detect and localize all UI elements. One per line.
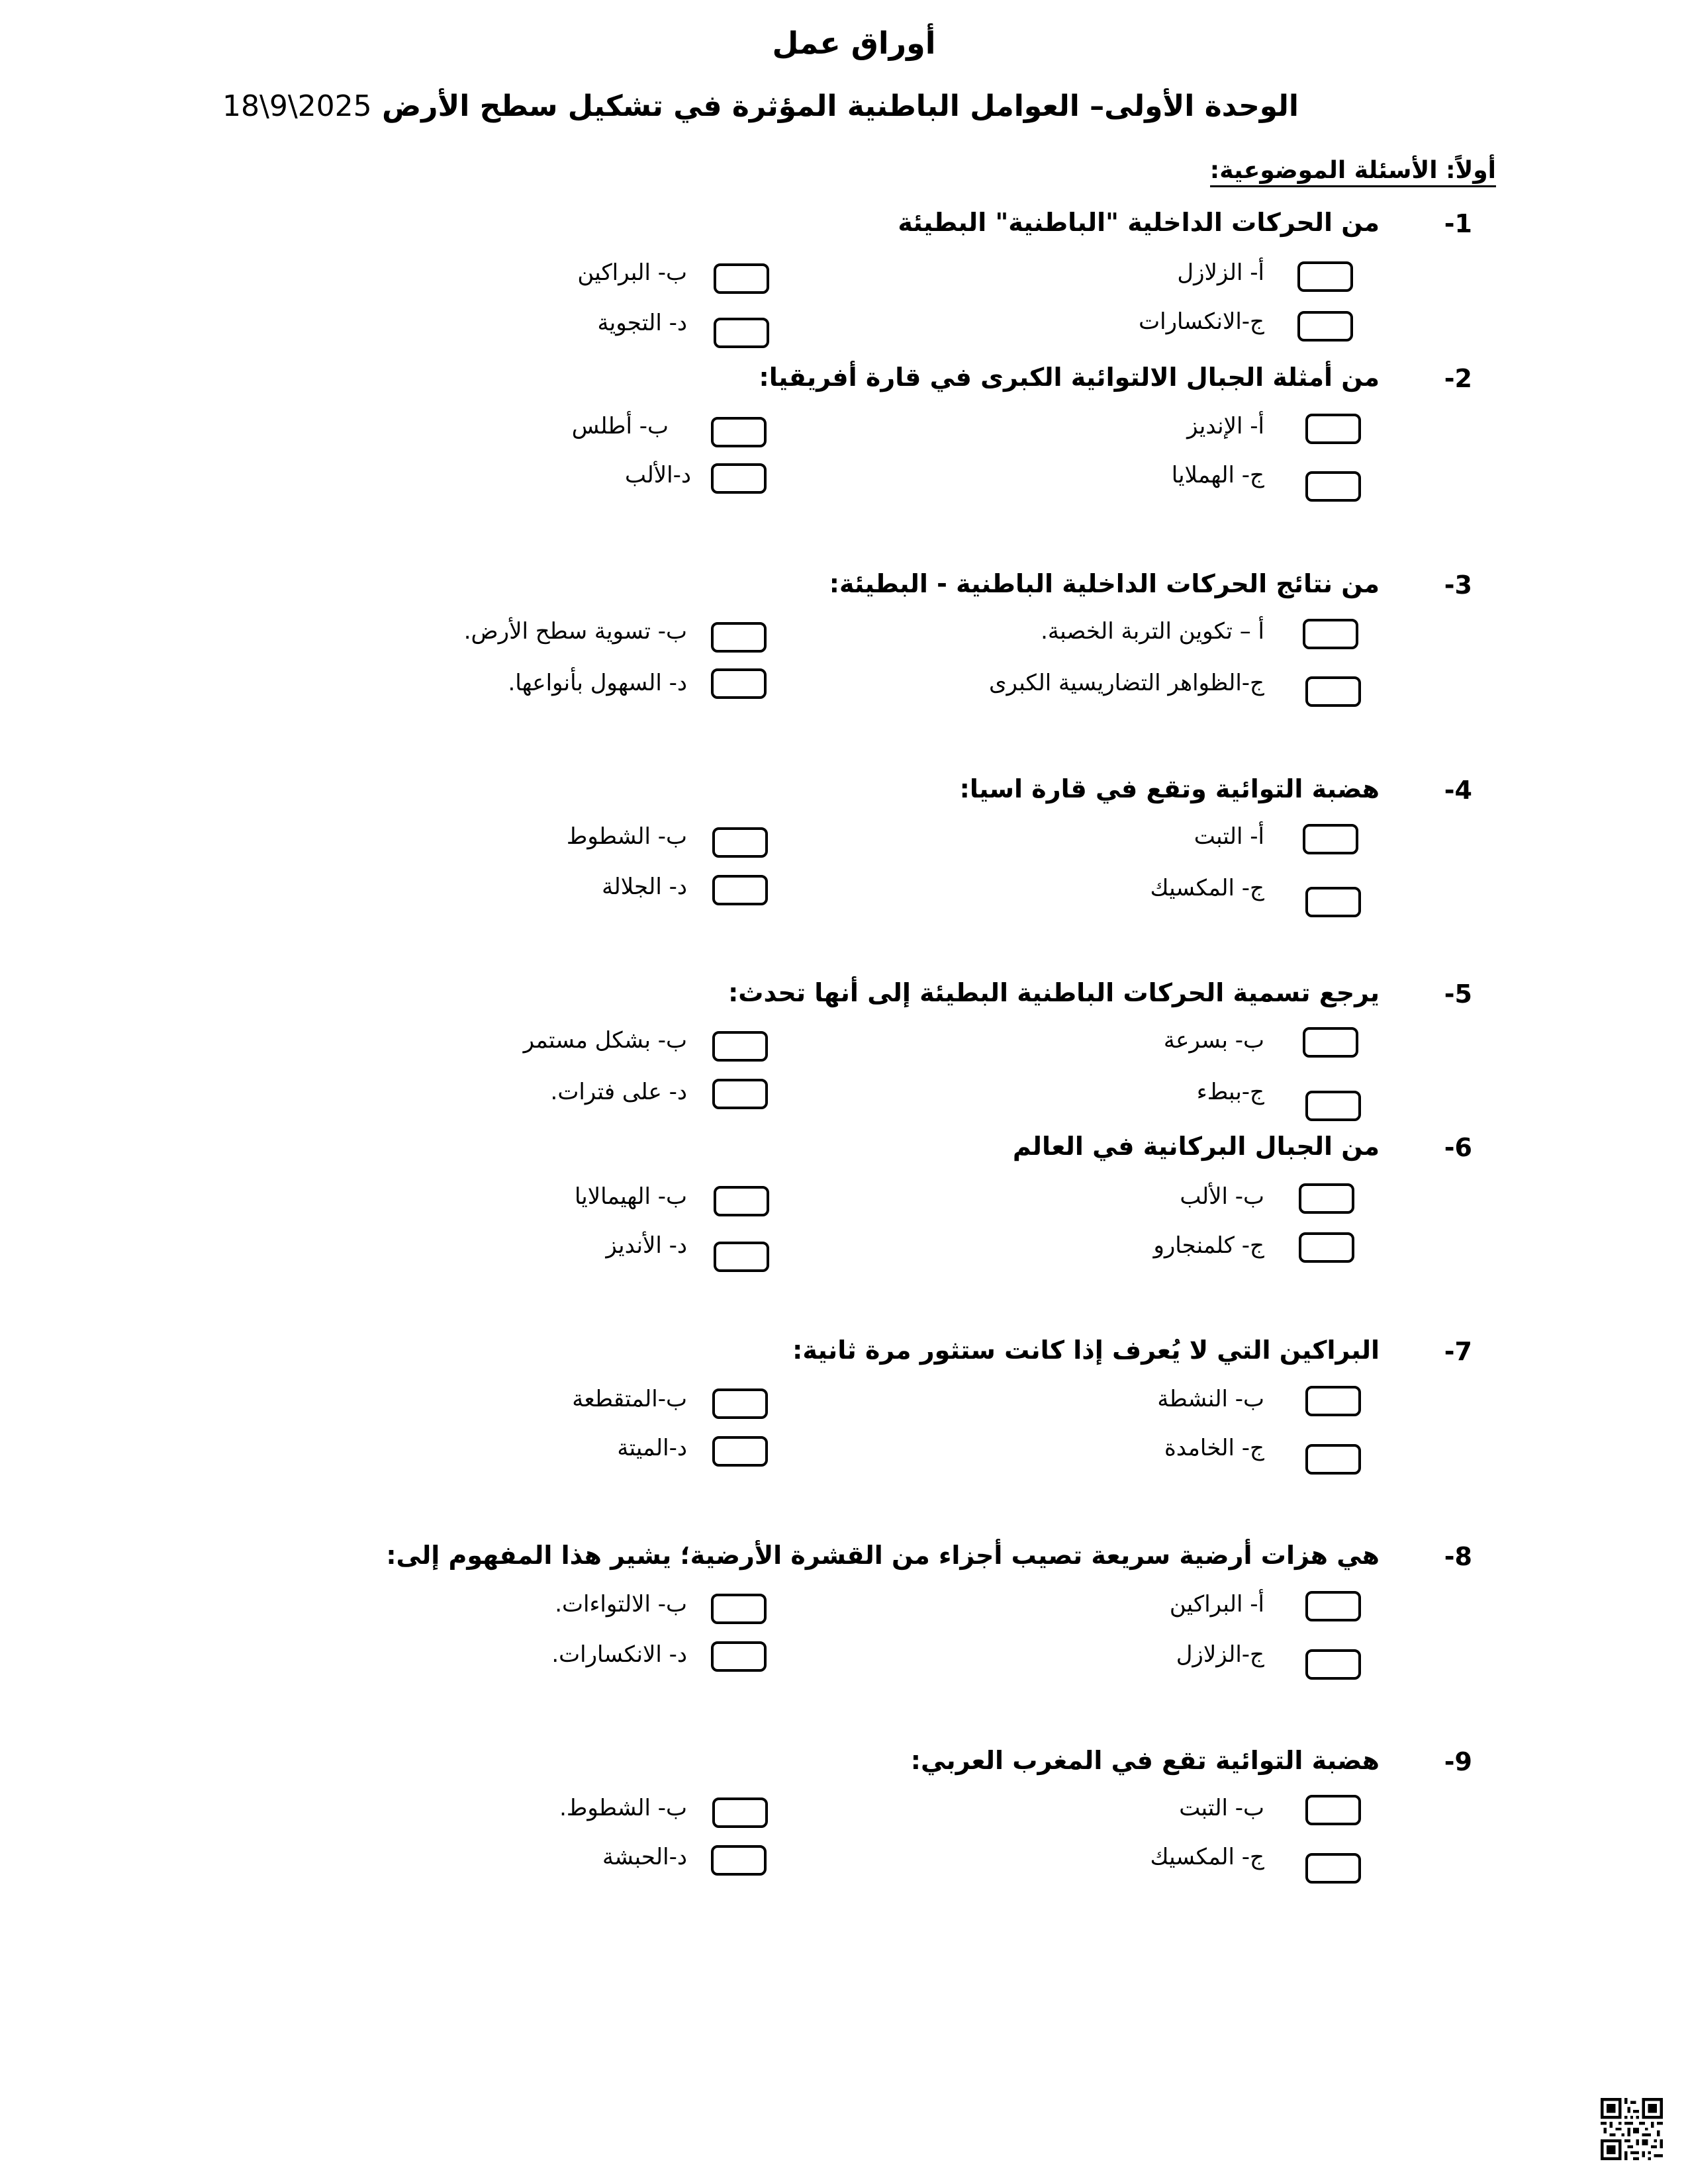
question-text: هضبة التوائية وتقع في قارة اسيا: — [959, 774, 1380, 803]
answer-checkbox[interactable] — [1305, 1444, 1361, 1475]
question-number: -3 — [1444, 570, 1472, 600]
worksheet-date: 2025\9\18 — [222, 89, 372, 123]
answer-checkbox[interactable] — [714, 263, 769, 294]
option-label: د- التجوية — [597, 310, 687, 336]
answer-checkbox[interactable] — [712, 1436, 768, 1467]
option-label: د- الانكسارات. — [551, 1641, 687, 1668]
answer-checkbox[interactable] — [1303, 619, 1358, 649]
option-label: أ – تكوين التربة الخصبة. — [1041, 618, 1264, 645]
option-label: أ- الزلازل — [1177, 259, 1264, 286]
option-label: ب- الألب — [1180, 1183, 1264, 1210]
question-text: من أمثلة الجبال الالتوائية الكبرى في قارة أفريقيا: — [759, 363, 1380, 392]
option-label: ب- النشطة — [1157, 1386, 1264, 1412]
answer-checkbox[interactable] — [1303, 1027, 1358, 1058]
option-label: ب- بسرعة — [1163, 1027, 1264, 1054]
option-label: د-الحبشة — [602, 1844, 687, 1870]
qr-code-icon — [1601, 2098, 1663, 2160]
answer-checkbox[interactable] — [714, 1186, 769, 1216]
answer-checkbox[interactable] — [1297, 311, 1353, 341]
option-label: ج-الانكسارات — [1139, 308, 1264, 335]
option-label: ب- بشكل مستمر — [523, 1027, 687, 1054]
option-label: ب- التبت — [1179, 1795, 1264, 1821]
answer-checkbox[interactable] — [1305, 1649, 1361, 1680]
answer-checkbox[interactable] — [1305, 887, 1361, 917]
question-text: يرجع تسمية الحركات الباطنية البطيئة إلى أنها تحدث: — [728, 978, 1380, 1007]
option-label: د- الجلالة — [602, 874, 687, 900]
option-label: د-الألب — [625, 462, 691, 488]
answer-checkbox[interactable] — [714, 318, 769, 348]
option-label: ب- الشطوط. — [559, 1795, 687, 1821]
option-label: ب- البراكين — [577, 259, 687, 286]
section-heading: أولاً: الأسئلة الموضوعية: — [1210, 157, 1496, 187]
option-label: ج- كلمنجارو — [1153, 1232, 1264, 1259]
answer-checkbox[interactable] — [712, 827, 768, 858]
question-text: من نتائج الحركات الداخلية الباطنية - البطيئة: — [829, 569, 1380, 598]
option-label: ب- الشطوط — [566, 823, 687, 850]
option-label: د-الميتة — [617, 1435, 687, 1461]
answer-checkbox[interactable] — [1305, 1795, 1361, 1825]
answer-checkbox[interactable] — [711, 622, 767, 653]
option-label: د- الأنديز — [606, 1232, 687, 1259]
answer-checkbox[interactable] — [1305, 1386, 1361, 1416]
question-number: -8 — [1444, 1542, 1472, 1571]
question-number: -1 — [1444, 209, 1472, 238]
answer-checkbox[interactable] — [1299, 1232, 1354, 1263]
option-label: أ- الإنديز — [1187, 413, 1264, 439]
question-number: -7 — [1444, 1337, 1472, 1366]
option-label: ب-المتقطعة — [572, 1386, 687, 1412]
answer-checkbox[interactable] — [711, 463, 767, 494]
answer-checkbox[interactable] — [1305, 676, 1361, 707]
answer-checkbox[interactable] — [712, 1079, 768, 1109]
answer-checkbox[interactable] — [1305, 1591, 1361, 1621]
question-number: -5 — [1444, 979, 1472, 1009]
answer-checkbox[interactable] — [1299, 1183, 1354, 1214]
answer-checkbox[interactable] — [711, 1845, 767, 1876]
question-number: -9 — [1444, 1747, 1472, 1776]
question-text: هي هزات أرضية سريعة تصيب أجزاء من القشرة الأرضية؛ يشير هذا المفهوم إلى: — [386, 1541, 1380, 1570]
option-label: ب- الالتواءات. — [555, 1591, 687, 1617]
answer-checkbox[interactable] — [1305, 471, 1361, 502]
question-number: -6 — [1444, 1133, 1472, 1162]
question-text: من الحركات الداخلية "الباطنية" البطيئة — [898, 208, 1380, 237]
option-label: أ- البراكين — [1169, 1591, 1264, 1617]
option-label: ب- تسوية سطح الأرض. — [463, 618, 687, 645]
answer-checkbox[interactable] — [1303, 824, 1358, 854]
unit-title: الوحدة الأولى– العوامل الباطنية المؤثرة في تشكيل سطح الأرض — [381, 89, 1299, 123]
unit-subtitle — [222, 89, 1299, 123]
question-text: البراكين التي لا يُعرف إذا كانت ستثور مرة ثانية: — [792, 1336, 1380, 1365]
option-label: د- على فترات. — [550, 1079, 687, 1105]
answer-checkbox[interactable] — [1305, 1091, 1361, 1121]
answer-checkbox[interactable] — [1305, 414, 1361, 444]
answer-checkbox[interactable] — [1305, 1853, 1361, 1884]
option-label: ب- الهيمالايا — [574, 1183, 687, 1210]
option-label: ج- المكسيك — [1150, 875, 1264, 901]
option-label: ج-الظواهر التضاريسية الكبرى — [988, 670, 1264, 696]
option-label: د- السهول بأنواعها. — [508, 670, 687, 696]
page-title: أوراق عمل — [772, 25, 936, 61]
option-label: ج- الخامدة — [1164, 1435, 1264, 1461]
question-text: من الجبال البركانية في العالم — [1012, 1132, 1380, 1161]
question-number: -4 — [1444, 776, 1472, 805]
answer-checkbox[interactable] — [712, 1797, 768, 1828]
answer-checkbox[interactable] — [712, 875, 768, 905]
option-label: ب- أطلس — [571, 413, 669, 439]
answer-checkbox[interactable] — [711, 1594, 767, 1624]
answer-checkbox[interactable] — [712, 1388, 768, 1419]
question-text: هضبة التوائية تقع في المغرب العربي: — [910, 1746, 1380, 1775]
answer-checkbox[interactable] — [711, 417, 767, 447]
answer-checkbox[interactable] — [711, 668, 767, 699]
option-label: أ- التبت — [1194, 823, 1264, 850]
option-label: ج- الهملايا — [1171, 462, 1264, 488]
option-label: ج-الزلازل — [1176, 1641, 1264, 1668]
question-number: -2 — [1444, 364, 1472, 393]
answer-checkbox[interactable] — [711, 1641, 767, 1672]
option-label: ج- المكسيك — [1150, 1844, 1264, 1870]
answer-checkbox[interactable] — [714, 1242, 769, 1272]
option-label: ج-ببطء — [1196, 1079, 1264, 1105]
answer-checkbox[interactable] — [1297, 261, 1353, 292]
answer-checkbox[interactable] — [712, 1031, 768, 1062]
